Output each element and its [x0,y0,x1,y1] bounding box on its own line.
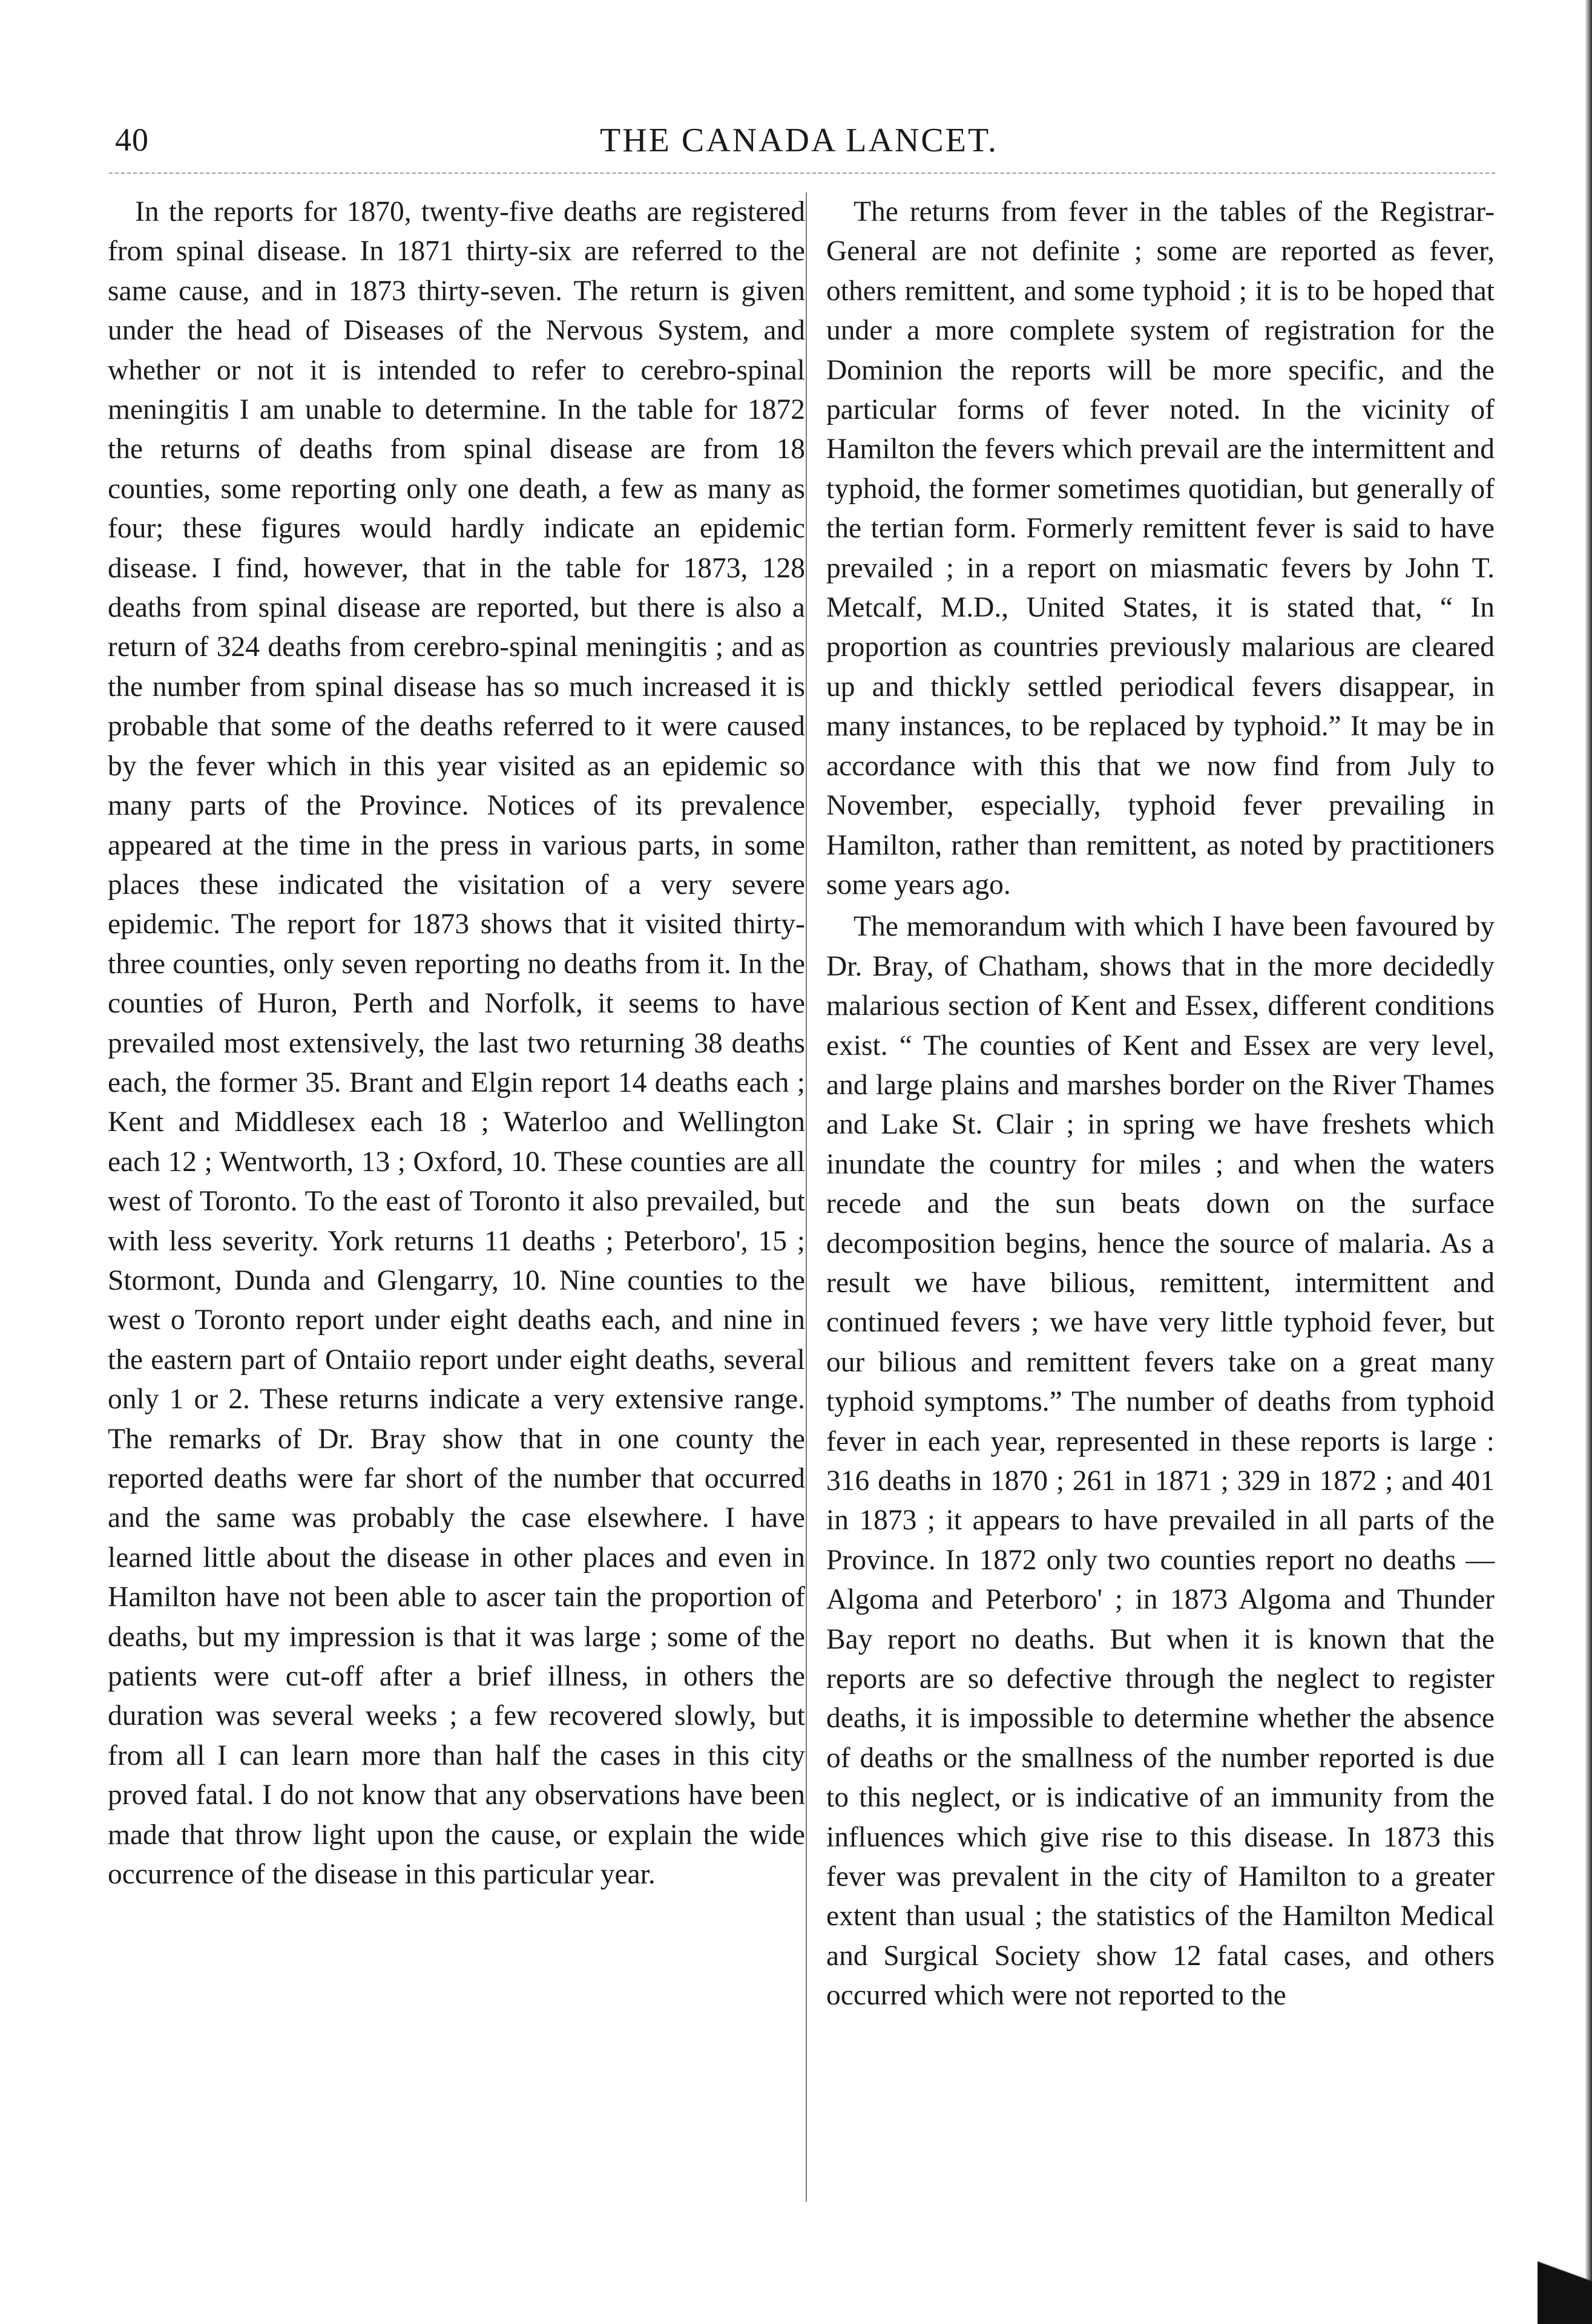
paragraph: The returns from fever in the tables of the Registrar-General are not definite ; some are reported as fever, others remittent, and some typhoid ; it is to be hoped that under a more complete system of registration for the Dominion the reports will be more specific, and the particular forms of fever noted. In the vicinity of Hamilton the fevers which prevail are the intermittent and typhoid, the former sometimes quotidian, but generally of the tertian form. Formerly remittent fever is said to have prevailed ; in a report on miasmatic fevers by John T. Metcalf, M.D., United States, it is stated that, “ In proportion as countries previously malarious are cleared up and thickly settled periodical fevers disappear, in many instances, to be replaced by typhoid.” It may be in accordance with this that we now find from July to November, especially, typhoid fever prevailing in Hamilton, rather than remittent, as noted by practitioners some years ago. [826,196,1495,901]
right-column [826,192,1495,2016]
left-column [108,192,805,1894]
column-divider [806,192,807,2202]
running-head: THE CANADA LANCET. [599,122,999,159]
page-binding-edge [1585,0,1592,2324]
page-number: 40 [115,122,149,158]
header-rule [109,172,1495,174]
paragraph: The memorandum with which I have been favoured by Dr. Bray, of Chatham, shows that in the more decidedly malarious section of Kent and Essex, different conditions exist. “ The counties of Kent and Essex are very level, and large plains and marshes border on the River Thames and Lake St. Clair ; in spring we have freshets which inundate the country for miles ; and when the waters recede and the sun beats down on the surface decomposition begins, hence the source of malaria. As a result we have bilious, remittent, intermittent and continued fevers ; we have very little typhoid fever, but our bilious and remittent fevers take on a great many typhoid symptoms.” The number of deaths from typhoid fever in each year, represented in these reports is large : 316 deaths in 1870 ; 261 in 1871 ; 329 in 1872 ; and 401 in 1873 ; it appears to have prevailed in all parts of the Province. In 1872 only two counties report no deaths —Algoma and Peterboro' ; in 1873 Algoma and Thunder Bay report no deaths. But when it is known that the reports are so defective through the neglect to register deaths, it is impossible to determine whether the absence of deaths or the smallness of the number reported is due to this neglect, or is indicative of an immunity from the influences which give rise to this disease. In 1873 this fever was prevalent in the city of Hamilton to a greater extent than usual ; the statistics of the Hamilton Medical and Surgical Society show 12 fatal cases, and others occurred which were not reported to the [826,911,1495,2012]
page-header [115,121,1483,169]
paragraph: In the reports for 1870, twenty-five deaths are registered from spinal disease. In 1871 thirty-six are referred to the same cause, and in 1873 thirty-seven. The return is given under the head of Diseases of the Nervous System, and whether or not it is intended to refer to cerebro-spinal meningitis I am unable to determine. In the table for 1872 the returns of deaths from spinal disease are from 18 counties, some reporting only one death, a few as many as four; these figures would hardly indicate an epidemic disease. I find, however, that in the table for 1873, 128 deaths from spinal disease are reported, but there is also a return of 324 deaths from cerebro-spinal meningitis ; and as the number from spinal disease has so much increased it is probable that some of the deaths referred to it were caused by the fever which in this year visited as an epidemic so many parts of the Province. Notices of its prevalence appeared at the time in the press in various parts, in some places these indicated the visitation of a very severe epidemic. The report for 1873 shows that it visited thirty-three counties, only seven reporting no deaths from it. In the counties of Huron, Perth and Norfolk, it seems to have prevailed most extensively, the last two returning 38 deaths each, the former 35. Brant and Elgin report 14 deaths each ; Kent and Middlesex each 18 ; Waterloo and Wellington each 12 ; Wentworth, 13 ; Oxford, 10. These counties are all west of Toronto. To the east of Toronto it also prevailed, but with less severity. York returns 11 deaths ; Peterboro', 15 ; Stormont, Dunda and Glengarry, 10. Nine counties to the west o Toronto report under eight deaths each, and nine in the eastern part of Ontaiio report under eight deaths, several only 1 or 2. These returns indicate a very extensive range. The remarks of Dr. Bray show that in one county the reported deaths were far short of the number that occurred and the same was probably the case elsewhere. I have learned little about the disease in other places and even in Hamilton have not been able to ascer tain the proportion of deaths, but my impression is that it was large ; some of the patients were cut-off after a brief illness, in others the duration was several weeks ; a few recovered slowly, but from all I can learn more than half the cases in this city proved fatal. I do not know that any observations have been made that throw light upon the cause, or explain the wide occurrence of the disease in this particular year. [108,196,805,1891]
page-binding-corner [1538,2203,1592,2324]
